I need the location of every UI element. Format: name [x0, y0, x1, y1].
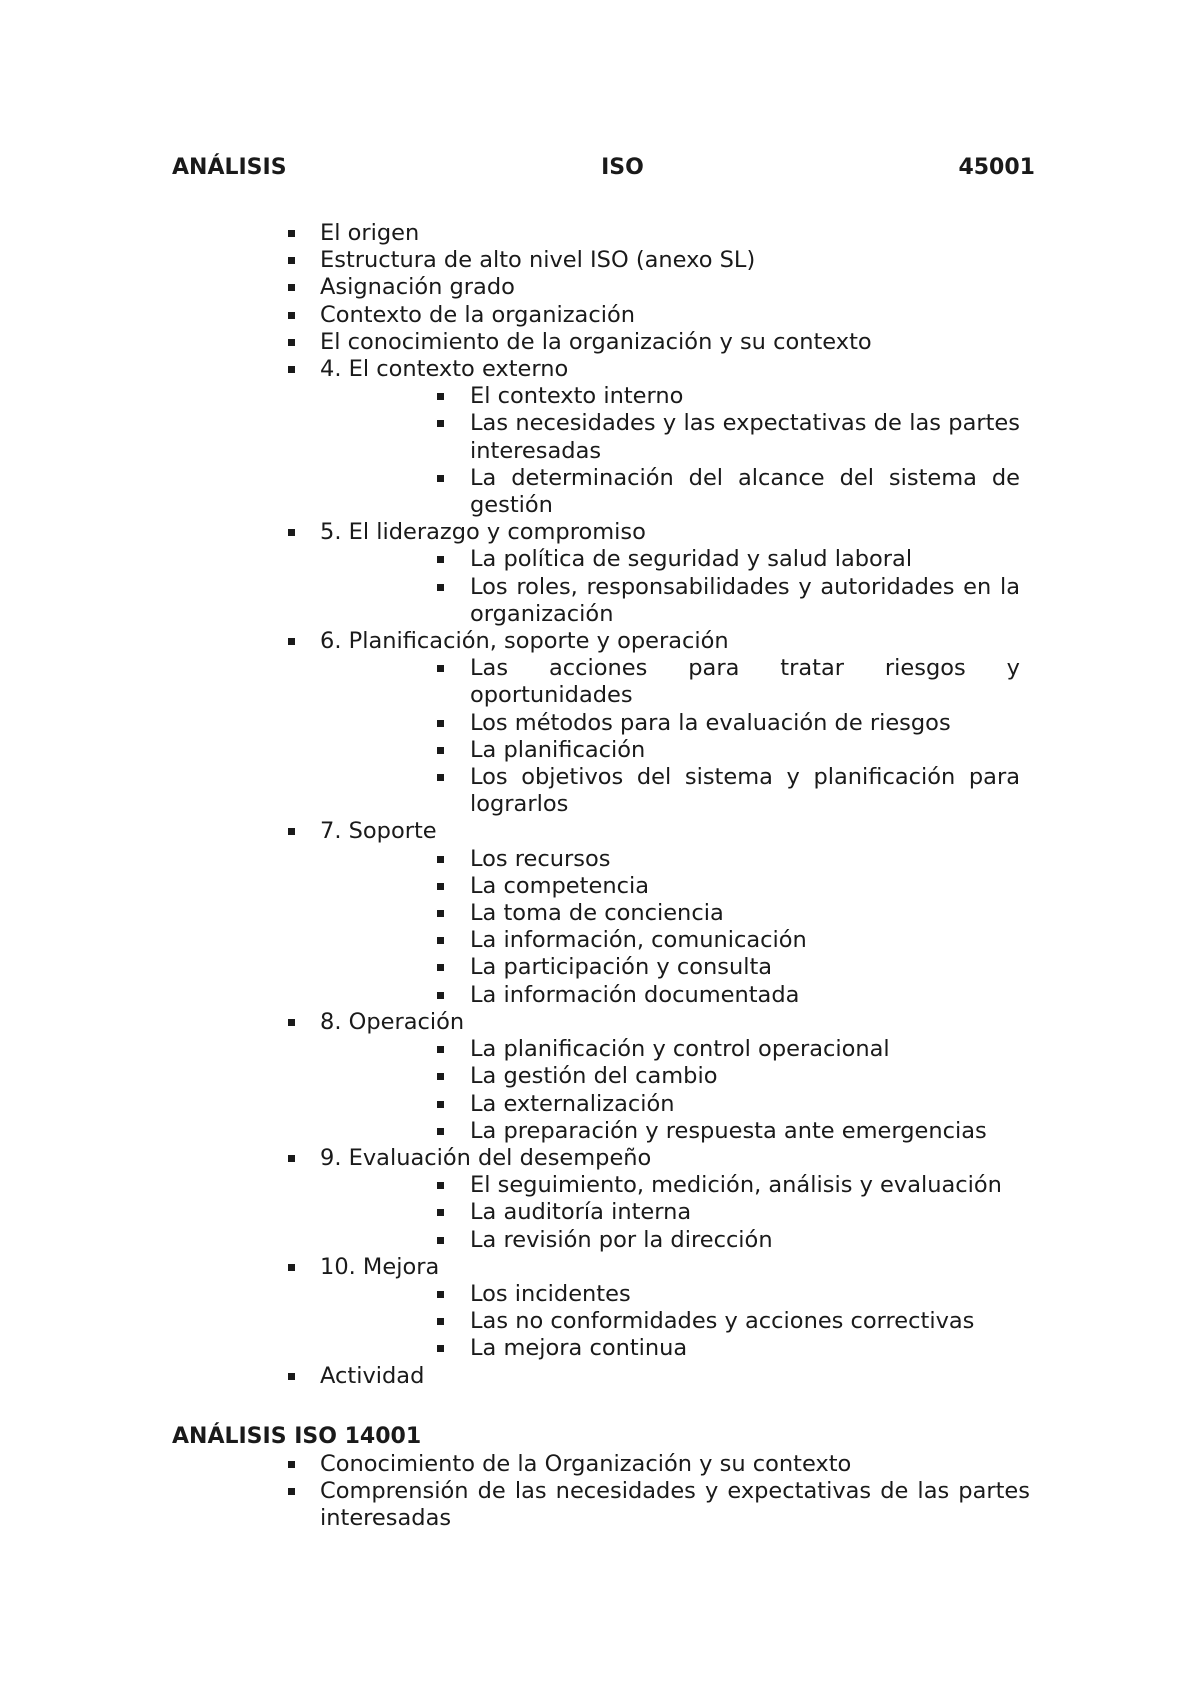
list-item-text: 10. Mejora [320, 1253, 440, 1280]
square-bullet-icon [288, 1155, 295, 1162]
sub-list-item [470, 1308, 1020, 1335]
list-item [320, 1145, 1020, 1172]
square-bullet-icon [437, 420, 444, 427]
list-item-text: La gestión del cambio [470, 1063, 718, 1090]
list-item-text: Los recursos [470, 845, 611, 872]
list-item-text: El conocimiento de la organización y su contexto [320, 328, 872, 355]
square-bullet-icon [437, 556, 444, 563]
list-item [320, 220, 1020, 247]
sub-list-item [470, 655, 1020, 709]
list-item [320, 1363, 1020, 1390]
sub-list-item [470, 737, 1020, 764]
sub-list-item [470, 1091, 1020, 1118]
sub-list-item [470, 383, 1020, 410]
sub-list-item [470, 1172, 1020, 1199]
square-bullet-icon [288, 1488, 295, 1495]
square-bullet-icon [288, 1461, 295, 1468]
square-bullet-icon [437, 883, 444, 890]
iso45001-outline [0, 220, 1200, 1390]
list-item [320, 818, 1020, 845]
list-item-text: La auditoría interna [470, 1199, 692, 1226]
square-bullet-icon [437, 1046, 444, 1053]
list-item-text: El seguimiento, medición, análisis y evaluación [470, 1172, 1002, 1199]
list-item-text: Actividad [320, 1362, 425, 1389]
list-item-text: El contexto interno [470, 383, 684, 410]
sub-list-item [470, 927, 1020, 954]
square-bullet-icon [288, 312, 295, 319]
list-item-text: Estructura de alto nivel ISO (anexo SL) [320, 247, 756, 274]
sub-list-item [470, 846, 1020, 873]
sub-list-item [470, 873, 1020, 900]
square-bullet-icon [288, 1019, 295, 1026]
square-bullet-icon [437, 992, 444, 999]
square-bullet-icon [288, 638, 295, 645]
square-bullet-icon [437, 747, 444, 754]
list-item-text: 7. Soporte [320, 818, 437, 845]
sub-list-item [470, 546, 1020, 573]
list-item-text: 8. Operación [320, 1008, 465, 1035]
list-item-text: Los métodos para la evaluación de riesgos [470, 709, 951, 736]
list-item-text: 4. El contexto externo [320, 356, 569, 383]
sub-list-item [470, 710, 1020, 737]
title-word-iso: ISO [601, 155, 644, 180]
square-bullet-icon [437, 937, 444, 944]
sub-list-item [470, 954, 1020, 981]
square-bullet-icon [437, 393, 444, 400]
square-bullet-icon [437, 475, 444, 482]
sub-list-item [470, 1036, 1020, 1063]
sub-list-item [470, 1335, 1020, 1362]
sub-list-item [470, 900, 1020, 927]
list-item-text: La toma de conciencia [470, 900, 724, 927]
list-item-text: La política de seguridad y salud laboral [470, 546, 913, 573]
square-bullet-icon [437, 1209, 444, 1216]
list-item-text: Los objetivos del sistema y planificación para lograrlos [470, 764, 1020, 818]
square-bullet-icon [437, 1345, 444, 1352]
square-bullet-icon [437, 1318, 444, 1325]
title-word-analisis: ANÁLISIS [172, 155, 287, 180]
sub-list-item [470, 764, 1020, 818]
square-bullet-icon [437, 584, 444, 591]
iso14001-outline [0, 1451, 1200, 1533]
section-heading-iso14001: ANÁLISIS ISO 14001 [172, 1424, 422, 1449]
list-item-text: Conocimiento de la Organización y su contexto [320, 1451, 852, 1477]
sub-list-item [470, 1118, 1020, 1145]
list-item-text: La mejora continua [470, 1335, 688, 1362]
list-item-text: La competencia [470, 872, 649, 899]
square-bullet-icon [437, 1291, 444, 1298]
list-item-text: Comprensión de las necesidades y expectativas de las partes interesadas [320, 1478, 1030, 1532]
list-item-text: 9. Evaluación del desempeño [320, 1144, 652, 1171]
sub-list-item [470, 1199, 1020, 1226]
list-item-text: Los incidentes [470, 1280, 631, 1307]
list-item [320, 1254, 1020, 1281]
square-bullet-icon [288, 1373, 295, 1380]
list-item [320, 1451, 1030, 1478]
list-item [320, 628, 1020, 655]
list-item-text: La información, comunicación [470, 927, 807, 954]
title-word-number: 45001 [958, 155, 1035, 180]
square-bullet-icon [437, 774, 444, 781]
square-bullet-icon [288, 1264, 295, 1271]
list-item-text: 6. Planificación, soporte y operación [320, 628, 729, 655]
square-bullet-icon [288, 257, 295, 264]
list-item [320, 1478, 1030, 1532]
list-item [320, 302, 1020, 329]
list-item-text: La planificación [470, 736, 646, 763]
square-bullet-icon [288, 828, 295, 835]
list-item-text: La revisión por la dirección [470, 1226, 773, 1253]
list-item-text: La preparación y respuesta ante emergencias [470, 1117, 987, 1144]
list-item [320, 247, 1020, 274]
square-bullet-icon [288, 529, 295, 536]
list-item-text: Las necesidades y las expectativas de las partes interesadas [470, 410, 1020, 464]
document-title [172, 154, 1035, 181]
sub-list-item [470, 574, 1020, 628]
square-bullet-icon [437, 665, 444, 672]
list-item-text: Los roles, responsabilidades y autoridades en la organización [470, 573, 1020, 627]
list-item [320, 1009, 1020, 1036]
square-bullet-icon [437, 1182, 444, 1189]
list-item-text: La participación y consulta [470, 954, 773, 981]
list-item-text: La información documentada [470, 981, 800, 1008]
list-item-text: El origen [320, 220, 420, 246]
square-bullet-icon [437, 1073, 444, 1080]
list-item [320, 356, 1020, 383]
square-bullet-icon [437, 1128, 444, 1135]
square-bullet-icon [288, 230, 295, 237]
list-item-text: 5. El liderazgo y compromiso [320, 519, 646, 546]
list-item-text: La determinación del alcance del sistema de gestión [470, 464, 1020, 519]
sub-list-item [470, 410, 1020, 464]
square-bullet-icon [437, 720, 444, 727]
square-bullet-icon [288, 284, 295, 291]
list-item [320, 329, 1020, 356]
square-bullet-icon [288, 366, 295, 373]
square-bullet-icon [437, 910, 444, 917]
square-bullet-icon [437, 964, 444, 971]
list-item-text: Las no conformidades y acciones correctivas [470, 1308, 975, 1335]
sub-list-item [470, 982, 1020, 1009]
square-bullet-icon [288, 339, 295, 346]
sub-list-item [470, 1227, 1020, 1254]
list-item-text: La externalización [470, 1090, 675, 1117]
square-bullet-icon [437, 1101, 444, 1108]
list-item-text: Las acciones para tratar riesgos y oportunidades [470, 655, 1020, 709]
list-item [320, 519, 1020, 546]
list-item-text: Contexto de la organización [320, 301, 635, 328]
sub-list-item [470, 1281, 1020, 1308]
square-bullet-icon [437, 856, 444, 863]
list-item-text: La planificación y control operacional [470, 1036, 890, 1063]
list-item-text: Asignación grado [320, 274, 515, 301]
square-bullet-icon [437, 1237, 444, 1244]
list-item [320, 274, 1020, 301]
sub-list-item [470, 465, 1020, 519]
sub-list-item [470, 1063, 1020, 1090]
